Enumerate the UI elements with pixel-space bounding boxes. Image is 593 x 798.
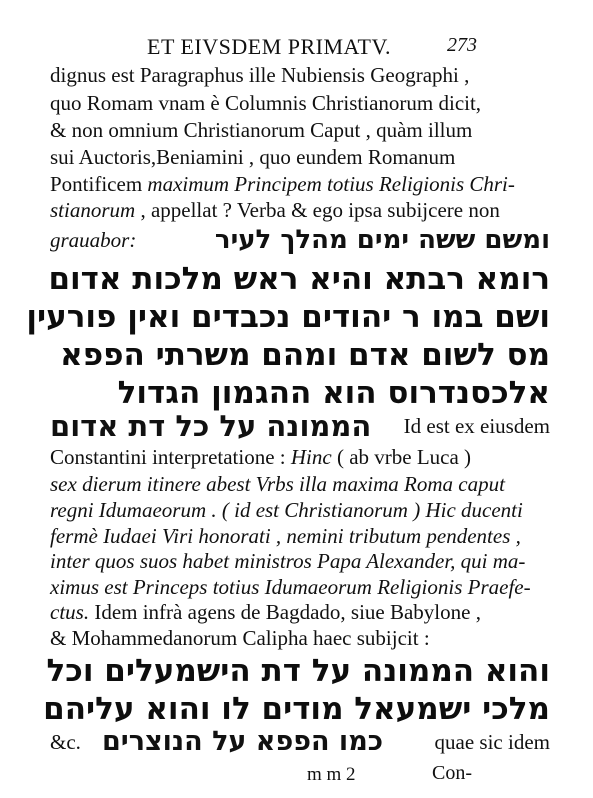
text-line — [50, 171, 550, 197]
text-line: quo Romam vnam è Columnis Christianorum dicit, — [50, 91, 482, 115]
mixed-line — [50, 408, 550, 444]
italic-span: ctus. — [50, 600, 90, 624]
italic-span: maximum Principem totius Religionis Chri- — [147, 172, 515, 196]
text-line: ximus est Princeps totius Idumaeorum Religionis Praefe- — [50, 575, 531, 599]
text-span: Idem infrà agens de Bagdado, siue Babylone , — [89, 600, 481, 624]
text-line: regni Idumaeorum . ( id est Christianorum ) Hic ducenti — [50, 498, 523, 522]
text-span: Constantini interpretatione : — [50, 445, 286, 469]
text-line: & Mohammedanorum Calipha haec subijcit : — [50, 626, 430, 650]
text-line: sui Auctoris,Beniamini , quo eundem Romanum — [50, 145, 456, 169]
text-line — [50, 599, 550, 625]
italic-span: Hinc — [285, 445, 337, 469]
hebrew-inline: הממונה על כל דת אדום — [50, 409, 372, 443]
hebrew-line: ושם במו ר יהודים נכבדים ואין פורעין — [26, 299, 550, 335]
text-span: ( ab vrbe Luca ) — [336, 445, 472, 469]
signature-mark: m m 2 — [307, 764, 356, 785]
text-span: Id est ex eiusdem — [403, 414, 550, 438]
text-line — [50, 197, 550, 223]
hebrew-line: אלכסנדרוס הוא ההגמון הגדול — [117, 375, 550, 411]
text-span: Pontificem — [50, 172, 148, 196]
hebrew-inline: כמו הפפא על הנוצרים — [102, 726, 384, 757]
text-line: dignus est Paragraphus ille Nubiensis Geographi , — [50, 63, 470, 87]
hebrew-line: רומא רבתא והיא ראש מלכות אדום — [48, 261, 550, 297]
text-line — [50, 444, 550, 470]
mixed-line — [50, 724, 550, 760]
text-span: &c. — [50, 730, 81, 754]
hebrew-line: מס לשום אדם ומהם משרתי הפפא — [60, 337, 550, 373]
text-line — [50, 223, 550, 257]
hebrew-inline: ומשם ששה ימים מהלך לעיר — [214, 225, 550, 255]
text-span: , appellat ? Verba & ego ipsa subijcere non — [135, 198, 500, 222]
catchword: Con- — [432, 762, 472, 784]
running-title: ET EIVSDEM PRIMATV. — [147, 34, 391, 59]
hebrew-line: והוא הממונה על דת הישמעלים וכל — [46, 653, 550, 689]
text-line: fermè Iudaei Viri honorati , nemini tributum pendentes , — [50, 524, 521, 548]
italic-span: grauabor: — [50, 228, 137, 252]
running-head — [0, 34, 593, 58]
text-line: & non omnium Christianorum Caput , quàm illum — [50, 118, 473, 142]
italic-span: stianorum — [50, 198, 136, 222]
page-number: 273 — [447, 34, 477, 56]
hebrew-line: מלכי ישמעאל מודים לו והוא עליהם — [43, 691, 550, 727]
text-span: quae sic idem — [434, 730, 550, 754]
text-line: inter quos suos habet ministros Papa Alexander, qui ma- — [50, 549, 526, 573]
text-line: sex dierum itinere abest Vrbs illa maxima Roma caput — [50, 472, 505, 496]
